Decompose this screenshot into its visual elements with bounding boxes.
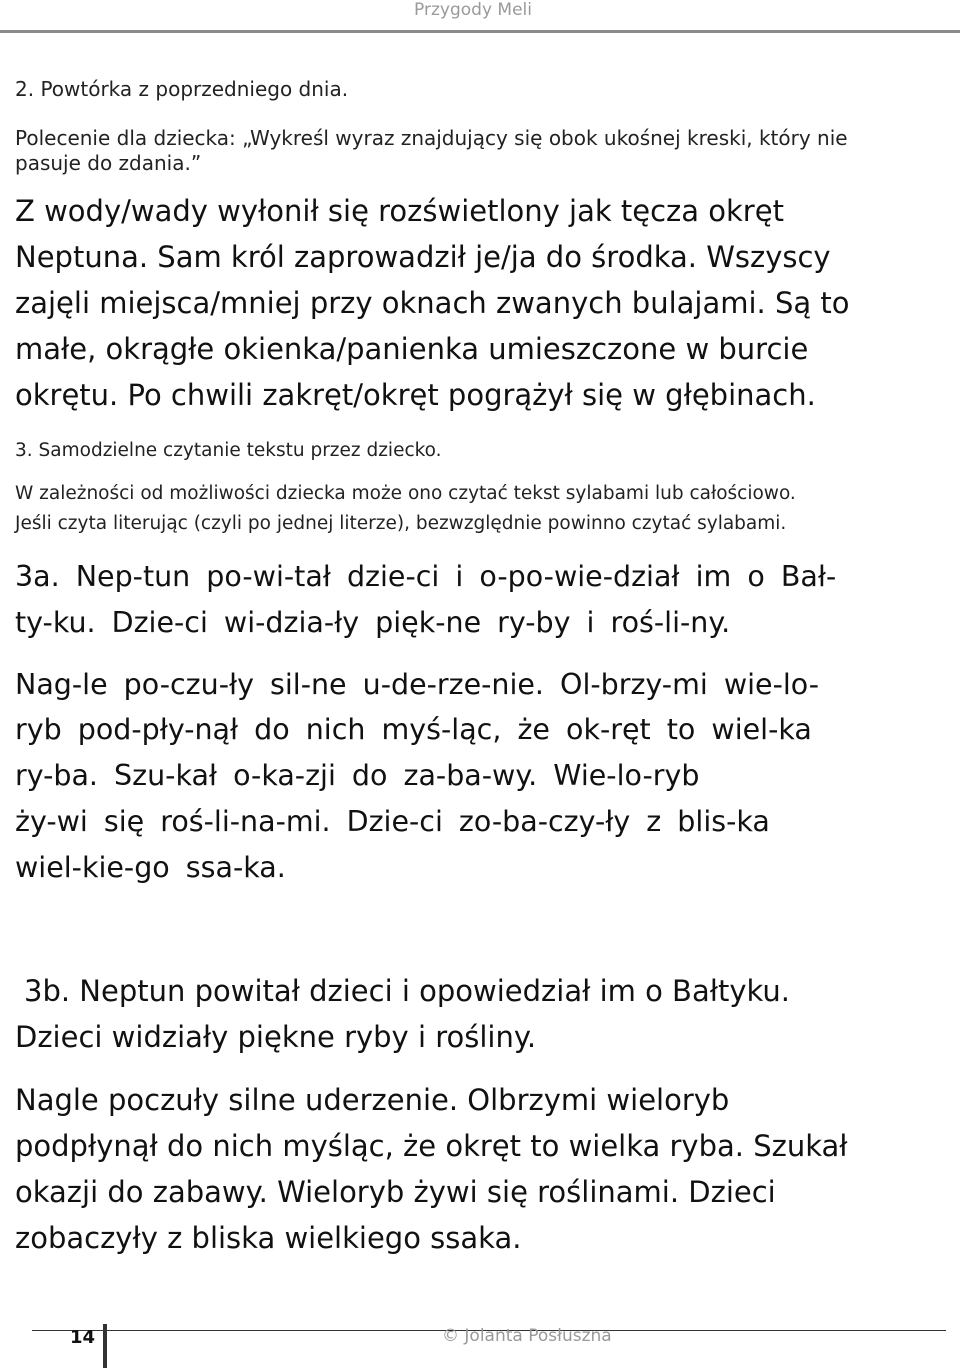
whole-text-line-4: podpłynął do nich myśląc, że okręt to wielka ryba. Szukał (15, 1129, 848, 1163)
syllable-line-7: wiel-kie-go ssa-ka. (15, 851, 286, 884)
syllable-line-4: ryb pod-pły-nął do nich myś-ląc, że ok-ręt to wiel-ka (15, 713, 812, 746)
syllable-line-5: ry-ba. Szu-kał o-ka-zji do za-ba-wy. Wie-lo-ryb (15, 759, 700, 792)
exercise-line-4: małe, okrągłe okienka/panienka umieszczone w burcie (15, 332, 809, 366)
syllable-line-2: ty-ku. Dzie-ci wi-dzia-ły pięk-ne ry-by i roś-li-ny. (15, 606, 731, 639)
page-number: 14 (70, 1327, 96, 1348)
syllable-line-1: 3a. Nep-tun po-wi-tał dzie-ci i o-po-wie-dział im o Bał- (15, 560, 837, 593)
whole-text-line-5: okazji do zabawy. Wieloryb żywi się roślinami. Dzieci (15, 1175, 776, 1209)
running-header-title: Przygody Meli (414, 0, 532, 20)
exercise-line-2: Neptuna. Sam król zaprowadził je/ja do środka. Wszyscy (15, 240, 831, 274)
whole-text-line-6: zobaczyły z bliska wielkiego ssaka. (15, 1221, 522, 1255)
section-3-heading: 3. Samodzielne czytanie tekstu przez dziecko. (15, 440, 442, 461)
exercise-line-5: okrętu. Po chwili zakręt/okręt pogrążył się w głębinach. (15, 378, 816, 412)
footer-vertical-bar (103, 1324, 107, 1368)
whole-text-line-2: Dzieci widziały piękne ryby i rośliny. (15, 1020, 537, 1054)
syllable-line-3: Nag-le po-czu-ły sil-ne u-de-rze-nie. Ol-brzy-mi wie-lo- (15, 668, 820, 701)
section-3-note-2: Jeśli czyta literując (czyli po jednej literze), bezwzględnie powinno czytać sylabami. (15, 513, 787, 534)
instruction-line-1: Polecenie dla dziecka: „Wykreśl wyraz znajdujący się obok ukośnej kreski, który nie (15, 126, 848, 150)
copyright-notice: © Jolanta Posłuszna (442, 1326, 612, 1346)
whole-text-line-3: Nagle poczuły silne uderzenie. Olbrzymi wieloryb (15, 1083, 730, 1117)
section-3-note-1: W zależności od możliwości dziecka może ono czytać tekst sylabami lub całościowo. (15, 483, 796, 504)
syllable-line-6: ży-wi się roś-li-na-mi. Dzie-ci zo-ba-czy-ły z blis-ka (15, 805, 770, 838)
section-2-heading: 2. Powtórka z poprzedniego dnia. (15, 77, 349, 101)
exercise-line-1: Z wody/wady wyłonił się rozświetlony jak tęcza okręt (15, 194, 784, 228)
exercise-line-3: zajęli miejsca/mniej przy oknach zwanych bulajami. Są to (15, 286, 850, 320)
header-divider (0, 30, 960, 33)
whole-text-line-1: 3b. Neptun powitał dzieci i opowiedział im o Bałtyku. (24, 974, 790, 1008)
instruction-line-2: pasuje do zdania.” (15, 151, 202, 175)
